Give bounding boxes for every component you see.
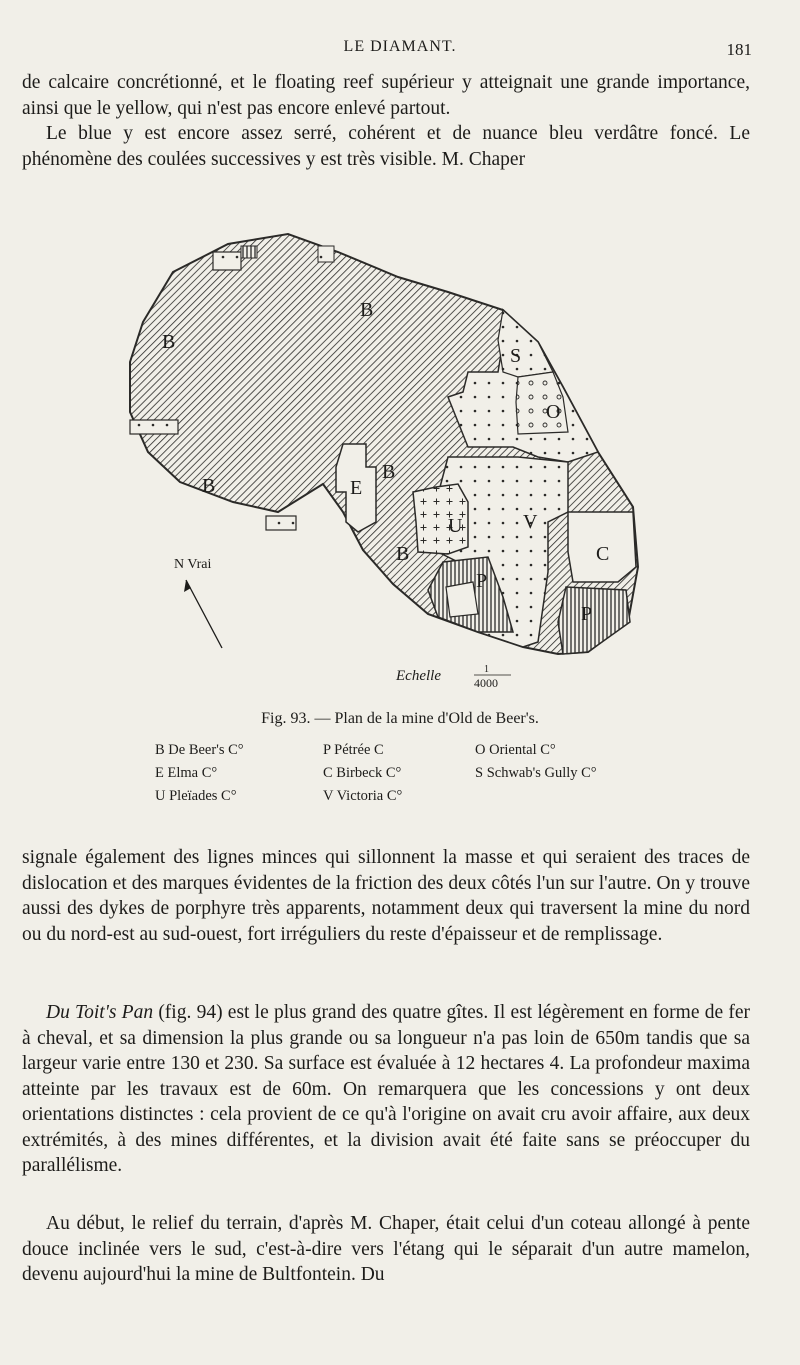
legend-item-s: S Schwab's Gully C° (475, 765, 597, 781)
running-title: LE DIAMANT. (343, 38, 457, 55)
figure-caption: Fig. 93. — Plan de la mine d'Old de Beer's. (261, 710, 539, 727)
paragraph-bottom-2-title: Du Toit's Pan (46, 1002, 154, 1023)
paragraph-bottom-3: Au début, le relief du terrain, d'après M. Chaper, était celui d'un coteau allongé à pente douce inclinée vers le sud, c'est-à-dire vers l'étang qui le séparait d'un autre mamelon, devenu aujourd'hui la mine de Bultfontein. Du (22, 1213, 750, 1285)
paragraph-top-1: de calcaire concrétionné, et le floating reef supérieur y atteignait une grande importance, ainsi que le yellow, qui n'est pas encore enlevé partout. (22, 72, 750, 119)
mine-plan-figure (118, 222, 658, 692)
map-label-b-west: B (162, 331, 176, 353)
north-label: N Vrai (174, 557, 212, 572)
map-label-p-southeast: P (581, 603, 593, 625)
map-label-b-south: B (396, 543, 410, 565)
scale-denominator: 4000 (474, 676, 498, 690)
map-label-b-center: B (382, 461, 396, 483)
map-label-b-southwest: B (202, 475, 216, 497)
figure-legend (155, 740, 675, 807)
map-label-b-north: B (360, 299, 374, 321)
running-head (0, 36, 800, 62)
legend-item-o: O Oriental C° (475, 742, 556, 758)
scale-numerator: 1 (484, 664, 489, 675)
map-label-e: E (350, 477, 363, 499)
north-arrow (174, 557, 222, 648)
legend-item-c: C Birbeck C° (323, 765, 402, 781)
legend-item-u: U Pleïades C° (155, 788, 237, 804)
map-label-u: U (448, 515, 463, 537)
map-label-v: V (523, 511, 538, 533)
legend-item-e: E Elma C° (155, 765, 218, 781)
map-label-s: S (510, 345, 522, 367)
paragraph-bottom-1: signale également des lignes minces qui sillonnent la masse et qui seraient des traces de dislocation et des marques évidentes de la friction des deux côtés l'un sur l'autre. On y trouve aussi des dykes de porphyre très apparents, notamment deux qui traversent la mine du nord ou du nord-est au sud-ouest, fort irréguliers du reste d'épaisseur et de remplissage. (22, 847, 750, 945)
paragraph-top-2: Le blue y est encore assez serré, cohérent et de nuance bleu verdâtre foncé. Le phénomène des coulées successives y est très visible. M. Chaper (22, 123, 750, 170)
map-label-c: C (596, 543, 610, 565)
paragraph-bottom-2 (22, 1000, 750, 1179)
page-number: 181 (726, 40, 752, 59)
legend-item-p: P Pétrée C (323, 742, 384, 758)
legend-item-v: V Victoria C° (323, 788, 403, 804)
scale-word: Echelle (396, 668, 441, 684)
scale-label (395, 664, 511, 690)
map-label-o: O (546, 401, 561, 423)
legend-item-b: B De Beer's C° (155, 742, 244, 758)
map-label-p-center: P (476, 570, 488, 592)
paragraph-bottom-2-body: (fig. 94) est le plus grand des quatre gîtes. Il est légèrement en forme de fer à cheval, et sa dimension la plus grande ou sa longueur n'a pas loin de 650m tandis que sa largeur varie entre 130 et 230. Sa surface est évaluée à 12 hectares 4. La profondeur maxima atteinte par les travaux est de 60m. On remarquera que les concessions y ont deux orientations distinctes : cela provient de ce qu'à l'origine on avait cru avoir affaire, aux deux extrémités, à des mines différentes, et la division avait été faite sans se préoccuper du parallélisme. (22, 1002, 750, 1176)
